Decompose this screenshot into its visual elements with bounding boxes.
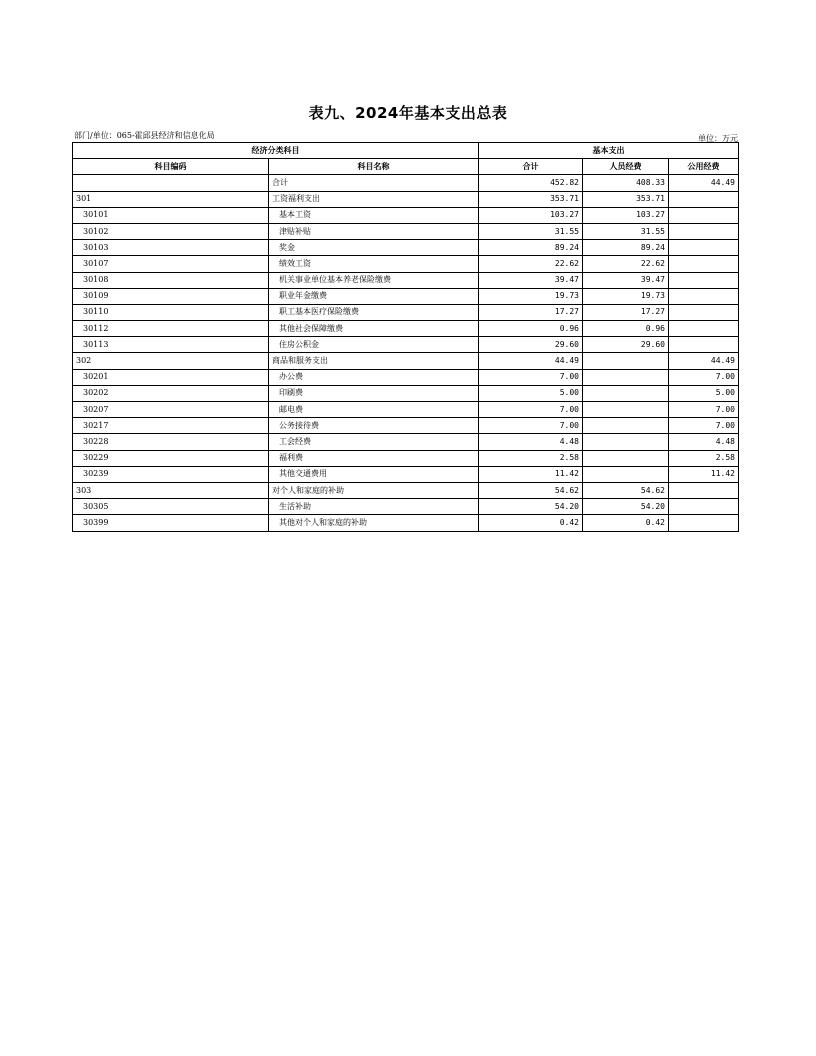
public-cell: 2.58 [669, 450, 739, 466]
total-cell: 17.27 [479, 304, 583, 320]
subject-code-cell: 30107 [73, 256, 269, 272]
personnel-cell: 22.62 [583, 256, 669, 272]
subject-code-cell: 30103 [73, 240, 269, 256]
personnel-cell: 408.33 [583, 175, 669, 191]
subject-name-cell: 邮电费 [269, 402, 479, 418]
table-row [73, 207, 739, 223]
subject-code-cell [73, 175, 269, 191]
subject-code-cell: 30201 [73, 369, 269, 385]
subject-code-cell: 302 [73, 353, 269, 369]
subject-name-cell: 其他对个人和家庭的补助 [269, 515, 479, 531]
total-cell: 54.20 [479, 499, 583, 515]
subject-code-cell: 30202 [73, 385, 269, 401]
table-row [73, 418, 739, 434]
subject-code-cell: 30108 [73, 272, 269, 288]
total-cell: 54.62 [479, 482, 583, 498]
personnel-cell [583, 466, 669, 482]
subject-code-cell: 30228 [73, 434, 269, 450]
subject-code-cell: 30229 [73, 450, 269, 466]
personnel-cell [583, 434, 669, 450]
table-row [73, 304, 739, 320]
subject-name-cell: 办公费 [269, 369, 479, 385]
page-title: 表九、2024年基本支出总表 [308, 104, 508, 122]
subject-name-cell: 对个人和家庭的补助 [269, 482, 479, 498]
personnel-cell: 19.73 [583, 288, 669, 304]
total-cell: 5.00 [479, 385, 583, 401]
table-row [73, 175, 739, 191]
total-cell: 39.47 [479, 272, 583, 288]
total-cell: 29.60 [479, 337, 583, 353]
column-header-row [73, 159, 739, 175]
subject-code-cell: 30113 [73, 337, 269, 353]
personnel-cell: 29.60 [583, 337, 669, 353]
personnel-cell [583, 418, 669, 434]
public-cell [669, 337, 739, 353]
subject-name-cell: 绩效工资 [269, 256, 479, 272]
public-cell [669, 288, 739, 304]
subject-code-cell: 30112 [73, 321, 269, 337]
personnel-cell: 0.96 [583, 321, 669, 337]
public-cell [669, 321, 739, 337]
subject-code-cell: 30305 [73, 499, 269, 515]
subject-name-cell: 合计 [269, 175, 479, 191]
personnel-cell: 89.24 [583, 240, 669, 256]
public-cell [669, 223, 739, 239]
table-row [73, 337, 739, 353]
table-row [73, 385, 739, 401]
total-cell: 44.49 [479, 353, 583, 369]
personnel-cell: 17.27 [583, 304, 669, 320]
table-row [73, 321, 739, 337]
total-cell: 7.00 [479, 369, 583, 385]
personnel-cell: 39.47 [583, 272, 669, 288]
public-cell [669, 191, 739, 207]
subject-name-cell: 其他交通费用 [269, 466, 479, 482]
table-row [73, 466, 739, 482]
total-cell: 0.42 [479, 515, 583, 531]
public-cell [669, 304, 739, 320]
total-cell: 452.82 [479, 175, 583, 191]
public-cell [669, 240, 739, 256]
table-row [73, 256, 739, 272]
total-cell: 7.00 [479, 418, 583, 434]
personnel-cell: 31.55 [583, 223, 669, 239]
code-column-header: 科目编码 [73, 159, 269, 175]
subject-name-cell: 公务接待费 [269, 418, 479, 434]
subject-code-cell: 301 [73, 191, 269, 207]
total-cell: 0.96 [479, 321, 583, 337]
public-cell: 4.48 [669, 434, 739, 450]
public-cell: 7.00 [669, 418, 739, 434]
table-row [73, 223, 739, 239]
public-column-header: 公用经费 [669, 159, 739, 175]
public-cell: 44.49 [669, 175, 739, 191]
table-row [73, 240, 739, 256]
public-cell [669, 499, 739, 515]
subject-name-cell: 工资福利支出 [269, 191, 479, 207]
total-cell: 353.71 [479, 191, 583, 207]
subject-name-cell: 职工基本医疗保险缴费 [269, 304, 479, 320]
total-cell: 7.00 [479, 402, 583, 418]
table-row [73, 482, 739, 498]
public-cell [669, 482, 739, 498]
basic-expenditure-header: 基本支出 [479, 143, 739, 159]
table-row [73, 402, 739, 418]
subject-code-cell: 30207 [73, 402, 269, 418]
name-column-header: 科目名称 [269, 159, 479, 175]
subject-name-cell: 印刷费 [269, 385, 479, 401]
total-cell: 2.58 [479, 450, 583, 466]
public-cell [669, 256, 739, 272]
basic-expenditure-table [72, 142, 739, 532]
subject-name-cell: 商品和服务支出 [269, 353, 479, 369]
subject-code-cell: 30109 [73, 288, 269, 304]
subject-code-cell: 30239 [73, 466, 269, 482]
public-cell [669, 272, 739, 288]
subject-name-cell: 工会经费 [269, 434, 479, 450]
personnel-cell: 353.71 [583, 191, 669, 207]
subject-name-cell: 福利费 [269, 450, 479, 466]
subject-code-cell: 303 [73, 482, 269, 498]
table-row [73, 515, 739, 531]
personnel-cell [583, 402, 669, 418]
personnel-column-header: 人员经费 [583, 159, 669, 175]
table-row [73, 353, 739, 369]
public-cell: 5.00 [669, 385, 739, 401]
personnel-cell: 0.42 [583, 515, 669, 531]
total-cell: 11.42 [479, 466, 583, 482]
table-row [73, 499, 739, 515]
total-column-header: 合计 [479, 159, 583, 175]
subject-name-cell: 津贴补贴 [269, 223, 479, 239]
total-cell: 19.73 [479, 288, 583, 304]
subject-name-cell: 基本工资 [269, 207, 479, 223]
total-cell: 103.27 [479, 207, 583, 223]
personnel-cell [583, 353, 669, 369]
table-row [73, 450, 739, 466]
subject-name-cell: 其他社会保障缴费 [269, 321, 479, 337]
table-row [73, 272, 739, 288]
table-row [73, 369, 739, 385]
personnel-cell: 103.27 [583, 207, 669, 223]
public-cell: 7.00 [669, 402, 739, 418]
table-row [73, 191, 739, 207]
group-header-row [73, 143, 739, 159]
subject-code-cell: 30399 [73, 515, 269, 531]
public-cell [669, 207, 739, 223]
department-label: 部门/单位：065-霍邱县经济和信息化局 [74, 131, 215, 140]
subject-name-cell: 职业年金缴费 [269, 288, 479, 304]
personnel-cell [583, 385, 669, 401]
personnel-cell [583, 369, 669, 385]
subject-code-cell: 30102 [73, 223, 269, 239]
table-body [73, 175, 739, 531]
subject-name-cell: 住房公积金 [269, 337, 479, 353]
public-cell: 7.00 [669, 369, 739, 385]
subject-name-cell: 生活补助 [269, 499, 479, 515]
subject-name-cell: 奖金 [269, 240, 479, 256]
subject-code-cell: 30101 [73, 207, 269, 223]
total-cell: 89.24 [479, 240, 583, 256]
subject-name-cell: 机关事业单位基本养老保险缴费 [269, 272, 479, 288]
total-cell: 4.48 [479, 434, 583, 450]
total-cell: 31.55 [479, 223, 583, 239]
subject-code-cell: 30217 [73, 418, 269, 434]
subject-code-cell: 30110 [73, 304, 269, 320]
personnel-cell: 54.20 [583, 499, 669, 515]
public-cell: 44.49 [669, 353, 739, 369]
public-cell [669, 515, 739, 531]
personnel-cell [583, 450, 669, 466]
total-cell: 22.62 [479, 256, 583, 272]
personnel-cell: 54.62 [583, 482, 669, 498]
economic-classification-header: 经济分类科目 [73, 143, 479, 159]
public-cell: 11.42 [669, 466, 739, 482]
table-row [73, 288, 739, 304]
table-row [73, 434, 739, 450]
unit-label: 单位：万元 [698, 134, 738, 143]
